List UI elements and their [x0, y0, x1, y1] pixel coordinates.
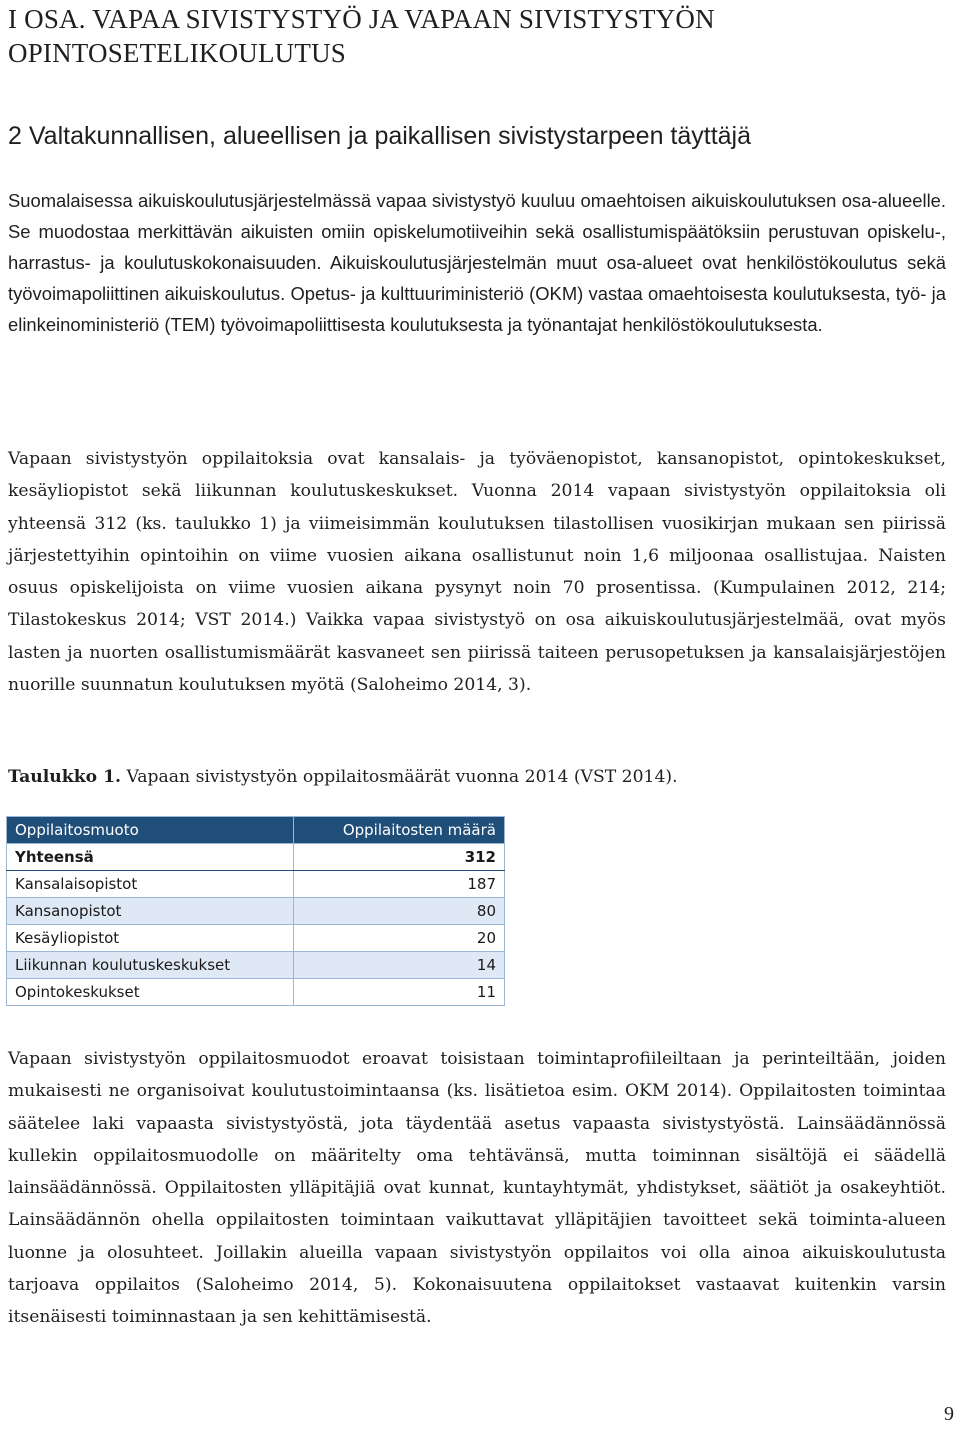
row-label: Opintokeskukset: [7, 979, 294, 1006]
table-row: [7, 898, 505, 925]
table-row: [7, 979, 505, 1006]
row-label: Kansanopistot: [7, 898, 294, 925]
row-value: 11: [294, 979, 505, 1006]
row-value: 20: [294, 925, 505, 952]
table-row: [7, 871, 505, 898]
paragraph-institutions: Vapaan sivistystyön oppilaitoksia ovat kansalais- ja työväenopistot, kansanopistot, opintokeskukset, kesäyliopistot sekä liikunnan koulutuskeskukset. Vuonna 2014 vapaan sivistystyön oppilaitoksia oli yhteensä 312 (ks. taulukko 1) ja viimeisimmän koulutuksen tilastollisen vuosikirjan mukaan sen piirissä järjestettyihin opintoihin on viime vuosien aikana osallistunut noin 1,6 miljoonaa osallistujaa. Naisten osuus opiskelijoista on viime vuosien aikana pysynyt noin 70 prosentissa. (Kumpulainen 2012, 214; Tilastokeskus 2014; VST 2014.) Vaikka vapaa sivistystyö on osa aikuiskoulutusjärjestelmää, ovat myös lasten ja nuorten osallistumismäärät kasvaneet sen piirissä taiteen perusopetuksen ja kansalaisjärjestöjen nuorille suunnatun koulutuksen myötä (Saloheimo 2014, 3).: [8, 449, 946, 696]
table-caption-text: Vapaan sivistystyön oppilaitosmäärät vuonna 2014 (VST 2014).: [121, 767, 678, 787]
row-value: 14: [294, 952, 505, 979]
table-caption: [8, 762, 678, 792]
section-heading: 2 Valtakunnallisen, alueellisen ja paikallisen sivistystarpeen täyttäjä: [8, 122, 752, 150]
row-value: 187: [294, 871, 505, 898]
institutions-table: [6, 816, 505, 1006]
column-header-count: Oppilaitosten määrä: [294, 817, 505, 844]
part-title: I OSA. VAPAA SIVISTYSTYÖ JA VAPAAN SIVISTYSTYÖN OPINTOSETELIKOULUTUS: [8, 4, 715, 68]
row-label: Liikunnan koulutuskeskukset: [7, 952, 294, 979]
table-row-total: [7, 844, 505, 871]
row-label: Kansalaisopistot: [7, 871, 294, 898]
table-caption-label: Taulukko 1.: [8, 767, 122, 787]
page-number: 9: [944, 1403, 954, 1425]
table-header-row: [7, 817, 505, 844]
row-value: 80: [294, 898, 505, 925]
row-label: Yhteensä: [7, 844, 294, 871]
table-row: [7, 952, 505, 979]
row-label: Kesäyliopistot: [7, 925, 294, 952]
table-row: [7, 925, 505, 952]
paragraph-intro: Suomalaisessa aikuiskoulutusjärjestelmässä vapaa sivistystyö kuuluu omaehtoisen aikuiskoulutuksen osa-alueelle. Se muodostaa merkittävän aikuisten omiin opiskelumotiiveihin sekä osallistumispäätöksiin perustuvan opiskelu-, harrastus- ja koulutuskokonaisuuden. Aikuiskoulutusjärjestelmän muut osa-alueet ovat henkilöstökoulutus sekä työvoimapoliittinen aikuiskoulutus. Opetus- ja kulttuuriministeriö (OKM) vastaa omaehtoisesta koulutuksesta, työ- ja elinkeinoministeriö (TEM) työvoimapoliittisesta koulutuksesta ja työnantajat henkilöstökoulutuksesta.: [8, 190, 946, 335]
column-header-type: Oppilaitosmuoto: [7, 817, 294, 844]
paragraph-institution-types: Vapaan sivistystyön oppilaitosmuodot eroavat toisistaan toimintaprofiileiltaan ja perinteiltään, joiden mukaisesti ne organisoivat koulutustoimintaansa (ks. lisätietoa esim. OKM 2014). Oppilaitosten toimintaa säätelee laki vapaasta sivistystyöstä, jota täydentää asetus vapaasta sivistystyöstä. Lainsäädännössä kullekin oppilaitosmuodolle on määritelty oma tehtävänsä, mutta toiminnan sisältöjä ei säädellä lainsäädännössä. Oppilaitosten ylläpitäjiä ovat kunnat, kuntayhtymät, yhdistykset, säätiöt ja osakeyhtiöt. Lainsäädännön ohella oppilaitosten toimintaan vaikuttavat ylläpitäjien tavoitteet sekä toiminta-alueen luonne ja olosuhteet. Joillakin alueilla vapaan sivistystyön oppilaitos voi olla ainoa aikuiskoulutusta tarjoava oppilaitos (Saloheimo 2014, 5). Kokonaisuutena oppilaitokset vastaavat kuitenkin varsin itsenäisesti toiminnastaan ja sen kehittämisestä.: [8, 1049, 946, 1328]
row-value: 312: [294, 844, 505, 871]
